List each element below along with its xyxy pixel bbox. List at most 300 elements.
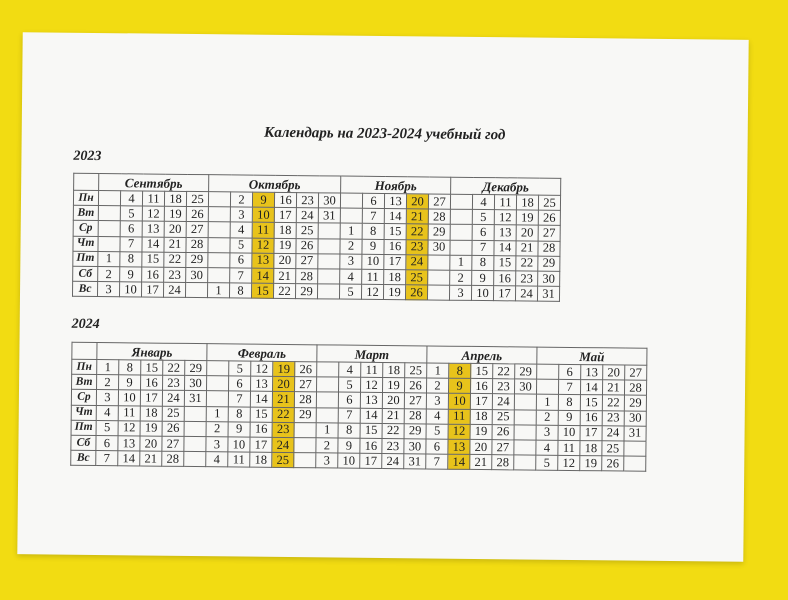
day-cell: 30 — [318, 193, 340, 208]
calendar-sheet — [17, 32, 748, 562]
day-cell: 13 — [252, 253, 274, 268]
weekday-label: Вт — [72, 374, 97, 389]
day-cell — [208, 192, 230, 207]
day-cell: 3 — [536, 425, 558, 440]
day-cell: 17 — [360, 453, 382, 468]
day-cell — [318, 238, 340, 253]
day-cell: 18 — [164, 191, 186, 206]
month-name: Апрель — [427, 346, 537, 364]
day-cell: 27 — [625, 365, 647, 380]
day-cell: 3 — [449, 285, 471, 300]
day-cell — [427, 285, 449, 300]
day-cell: 30 — [514, 379, 536, 394]
day-cell: 9 — [558, 410, 580, 425]
day-cell — [207, 376, 229, 391]
day-cell: 21 — [382, 408, 404, 423]
day-cell — [294, 422, 316, 437]
day-cell: 1 — [98, 251, 120, 266]
day-cell: 16 — [470, 379, 492, 394]
day-cell: 10 — [118, 390, 140, 405]
day-cell: 25 — [538, 195, 560, 210]
day-cell — [184, 406, 206, 421]
weekday-label: Пт — [71, 420, 96, 435]
day-cell: 4 — [96, 405, 118, 420]
day-cell: 17 — [141, 282, 163, 297]
day-cell: 23 — [296, 193, 318, 208]
day-cell: 13 — [251, 376, 273, 391]
day-cell: 2 — [97, 375, 119, 390]
day-cell: 2 — [230, 192, 252, 207]
day-cell: 21 — [516, 240, 538, 255]
day-cell — [98, 221, 120, 236]
day-cell — [514, 409, 536, 424]
day-cell: 8 — [228, 406, 250, 421]
day-cell: 27 — [404, 393, 426, 408]
day-cell — [208, 268, 230, 283]
day-cell: 1 — [427, 363, 449, 378]
day-cell: 8 — [558, 395, 580, 410]
day-cell: 14 — [360, 408, 382, 423]
day-cell: 29 — [294, 407, 316, 422]
day-cell: 1 — [450, 255, 472, 270]
day-cell: 18 — [383, 363, 405, 378]
day-cell — [98, 206, 120, 221]
day-cell: 20 — [406, 194, 428, 209]
day-cell: 5 — [120, 206, 142, 221]
day-cell: 28 — [294, 392, 316, 407]
day-cell: 11 — [142, 191, 164, 206]
weekday-label: Вс — [71, 450, 96, 465]
day-cell: 28 — [162, 451, 184, 466]
weekday-label: Пн — [73, 190, 98, 205]
day-cell: 2 — [98, 266, 120, 281]
day-cell: 12 — [558, 455, 580, 470]
day-cell: 18 — [516, 195, 538, 210]
month-name: Ноябрь — [341, 176, 451, 194]
day-cell — [514, 440, 536, 455]
day-cell: 12 — [142, 206, 164, 221]
day-cell: 7 — [558, 380, 580, 395]
day-cell: 31 — [537, 286, 559, 301]
weekday-label: Вс — [72, 281, 97, 296]
day-cell: 28 — [624, 380, 646, 395]
day-cell: 18 — [274, 223, 296, 238]
day-cell: 9 — [362, 239, 384, 254]
day-cell: 29 — [624, 395, 646, 410]
day-cell: 2 — [206, 421, 228, 436]
day-cell: 12 — [361, 284, 383, 299]
day-cell: 18 — [580, 441, 602, 456]
day-cell: 8 — [362, 224, 384, 239]
day-cell: 16 — [384, 239, 406, 254]
year-label-2024: 2024 — [71, 316, 100, 333]
day-cell: 27 — [295, 377, 317, 392]
day-cell: 26 — [162, 421, 184, 436]
day-cell: 3 — [426, 393, 448, 408]
weekday-label: Чт — [71, 405, 96, 420]
day-cell — [184, 452, 206, 467]
day-cell: 10 — [228, 437, 250, 452]
day-cell: 18 — [140, 406, 162, 421]
day-cell: 11 — [118, 405, 140, 420]
day-cell: 3 — [96, 390, 118, 405]
weekday-label: Чт — [73, 236, 98, 251]
day-cell: 10 — [448, 394, 470, 409]
day-cell: 11 — [362, 269, 384, 284]
day-cell: 13 — [448, 439, 470, 454]
day-cell: 26 — [538, 210, 560, 225]
day-cell: 14 — [580, 380, 602, 395]
weekday-label: Вт — [73, 205, 98, 220]
day-cell: 23 — [492, 379, 514, 394]
day-cell: 13 — [384, 194, 406, 209]
day-cell: 11 — [361, 362, 383, 377]
day-cell: 8 — [472, 255, 494, 270]
day-cell: 13 — [142, 221, 164, 236]
day-cell: 17 — [250, 437, 272, 452]
day-cell: 24 — [515, 286, 537, 301]
day-cell — [294, 438, 316, 453]
day-cell: 16 — [274, 192, 296, 207]
day-cell: 12 — [494, 210, 516, 225]
day-cell: 7 — [362, 208, 384, 223]
day-cell — [208, 222, 230, 237]
day-cell: 5 — [339, 284, 361, 299]
day-cell: 28 — [428, 209, 450, 224]
day-cell — [340, 193, 362, 208]
day-cell — [98, 191, 120, 206]
day-cell: 8 — [119, 360, 141, 375]
day-cell: 25 — [296, 223, 318, 238]
day-cell — [450, 225, 472, 240]
day-cell: 21 — [602, 380, 624, 395]
day-cell — [450, 209, 472, 224]
day-cell: 14 — [252, 268, 274, 283]
day-cell: 5 — [229, 361, 251, 376]
day-cell: 10 — [252, 207, 274, 222]
month-name: Сентябрь — [99, 174, 209, 192]
day-cell: 2 — [340, 239, 362, 254]
day-cell: 9 — [119, 375, 141, 390]
day-cell: 14 — [448, 454, 470, 469]
day-cell — [316, 407, 338, 422]
day-cell: 10 — [471, 286, 493, 301]
day-cell: 23 — [406, 239, 428, 254]
day-cell: 5 — [536, 455, 558, 470]
day-cell: 7 — [228, 391, 250, 406]
day-cell — [514, 455, 536, 470]
day-cell: 15 — [142, 252, 164, 267]
day-cell: 27 — [492, 440, 514, 455]
day-cell: 20 — [164, 222, 186, 237]
day-cell: 27 — [538, 225, 560, 240]
day-cell: 30 — [404, 439, 426, 454]
day-cell: 26 — [404, 378, 426, 393]
day-cell: 7 — [230, 268, 252, 283]
day-cell: 25 — [405, 363, 427, 378]
day-cell: 4 — [120, 191, 142, 206]
day-cell: 31 — [404, 454, 426, 469]
day-cell — [450, 240, 472, 255]
month-name: Февраль — [207, 344, 317, 362]
day-cell: 16 — [360, 438, 382, 453]
day-cell: 13 — [360, 393, 382, 408]
day-cell: 30 — [624, 411, 646, 426]
day-cell: 20 — [273, 377, 295, 392]
day-cell: 24 — [492, 394, 514, 409]
day-cell: 23 — [163, 375, 185, 390]
day-cell: 16 — [250, 422, 272, 437]
day-cell: 11 — [494, 195, 516, 210]
day-cell: 2 — [536, 410, 558, 425]
day-cell: 3 — [316, 453, 338, 468]
weekday-label: Сб — [73, 266, 98, 281]
day-cell: 1 — [206, 406, 228, 421]
day-cell: 24 — [602, 426, 624, 441]
day-cell: 14 — [142, 237, 164, 252]
day-cell: 17 — [384, 254, 406, 269]
day-cell: 26 — [296, 238, 318, 253]
day-cell — [340, 208, 362, 223]
day-cell — [317, 362, 339, 377]
day-cell: 29 — [428, 224, 450, 239]
day-cell: 15 — [141, 360, 163, 375]
day-cell: 6 — [426, 439, 448, 454]
day-cell: 15 — [384, 224, 406, 239]
day-cell: 25 — [272, 452, 294, 467]
day-cell: 21 — [140, 451, 162, 466]
day-cell: 19 — [274, 238, 296, 253]
day-cell: 27 — [162, 436, 184, 451]
day-cell — [184, 421, 206, 436]
day-cell: 3 — [230, 207, 252, 222]
day-cell: 23 — [164, 267, 186, 282]
day-cell: 11 — [228, 452, 250, 467]
day-cell: 2 — [316, 438, 338, 453]
day-cell: 13 — [581, 365, 603, 380]
day-cell: 20 — [274, 253, 296, 268]
day-cell — [318, 254, 340, 269]
month-name: Январь — [97, 343, 207, 361]
day-cell: 22 — [493, 364, 515, 379]
day-cell: 4 — [426, 409, 448, 424]
day-cell: 29 — [185, 360, 207, 375]
weekday-label: Ср — [71, 390, 96, 405]
day-cell: 21 — [470, 455, 492, 470]
day-cell: 23 — [382, 438, 404, 453]
corner-cell — [74, 173, 99, 190]
day-cell: 21 — [164, 237, 186, 252]
day-cell: 16 — [142, 267, 164, 282]
day-cell: 4 — [536, 440, 558, 455]
day-cell: 28 — [492, 455, 514, 470]
day-cell: 24 — [382, 454, 404, 469]
day-cell: 29 — [515, 364, 537, 379]
day-cell: 1 — [316, 423, 338, 438]
day-cell — [624, 456, 646, 471]
calendar-table-2023 — [72, 173, 561, 302]
month-name: Май — [537, 347, 647, 365]
day-cell: 16 — [141, 375, 163, 390]
day-cell: 5 — [426, 424, 448, 439]
day-cell: 22 — [516, 256, 538, 271]
calendar-table-2024 — [70, 342, 647, 472]
month-name: Декабрь — [451, 177, 561, 195]
day-cell: 19 — [273, 361, 295, 376]
day-cell: 7 — [426, 454, 448, 469]
day-cell: 21 — [274, 268, 296, 283]
day-cell — [206, 391, 228, 406]
day-cell: 6 — [230, 253, 252, 268]
day-cell: 5 — [230, 237, 252, 252]
day-cell: 25 — [162, 406, 184, 421]
day-cell: 6 — [472, 225, 494, 240]
day-cell: 9 — [448, 378, 470, 393]
day-cell: 28 — [296, 269, 318, 284]
month-name: Октябрь — [209, 175, 341, 193]
day-cell: 9 — [120, 267, 142, 282]
day-cell: 19 — [383, 285, 405, 300]
day-cell: 11 — [448, 409, 470, 424]
day-cell — [208, 237, 230, 252]
day-cell: 20 — [470, 439, 492, 454]
day-cell: 19 — [382, 378, 404, 393]
day-cell: 19 — [580, 456, 602, 471]
day-cell: 23 — [602, 410, 624, 425]
day-cell: 17 — [580, 425, 602, 440]
day-cell: 21 — [406, 209, 428, 224]
day-cell — [185, 283, 207, 298]
day-cell: 9 — [228, 422, 250, 437]
day-cell — [98, 236, 120, 251]
day-cell: 19 — [470, 424, 492, 439]
day-cell: 14 — [494, 240, 516, 255]
day-cell: 26 — [405, 285, 427, 300]
day-cell: 26 — [295, 362, 317, 377]
day-cell: 28 — [186, 237, 208, 252]
day-cell: 19 — [140, 421, 162, 436]
day-cell: 29 — [538, 256, 560, 271]
day-cell: 20 — [382, 393, 404, 408]
day-cell — [318, 269, 340, 284]
day-cell: 2 — [450, 270, 472, 285]
day-cell: 22 — [163, 360, 185, 375]
day-cell: 30 — [186, 267, 208, 282]
day-cell: 15 — [360, 423, 382, 438]
day-cell: 31 — [184, 391, 206, 406]
day-cell: 26 — [602, 456, 624, 471]
day-cell: 24 — [163, 282, 185, 297]
day-cell — [208, 207, 230, 222]
day-cell: 15 — [494, 255, 516, 270]
day-cell: 22 — [406, 224, 428, 239]
month-name: Март — [317, 345, 427, 363]
day-cell: 17 — [140, 390, 162, 405]
day-cell: 1 — [536, 394, 558, 409]
day-cell — [514, 394, 536, 409]
corner-cell — [72, 342, 97, 359]
day-cell: 31 — [624, 426, 646, 441]
day-cell — [514, 425, 536, 440]
day-cell: 12 — [252, 238, 274, 253]
day-cell: 22 — [164, 252, 186, 267]
day-cell — [207, 361, 229, 376]
day-cell: 9 — [338, 438, 360, 453]
day-cell: 15 — [471, 363, 493, 378]
day-cell: 30 — [185, 376, 207, 391]
day-cell: 29 — [186, 252, 208, 267]
day-cell: 22 — [273, 283, 295, 298]
day-cell: 3 — [97, 282, 119, 297]
day-cell: 12 — [448, 424, 470, 439]
day-cell: 20 — [140, 436, 162, 451]
day-cell: 4 — [472, 194, 494, 209]
day-cell: 28 — [404, 408, 426, 423]
day-cell — [184, 436, 206, 451]
day-cell: 1 — [340, 223, 362, 238]
day-cell: 9 — [472, 270, 494, 285]
day-cell: 6 — [362, 193, 384, 208]
day-cell: 6 — [120, 221, 142, 236]
day-cell — [317, 284, 339, 299]
day-cell: 14 — [384, 209, 406, 224]
weekday-label: Пн — [72, 359, 97, 374]
day-cell: 15 — [250, 407, 272, 422]
day-cell: 9 — [252, 192, 274, 207]
day-cell: 12 — [251, 361, 273, 376]
day-cell — [208, 252, 230, 267]
day-cell: 27 — [186, 222, 208, 237]
day-cell: 17 — [470, 394, 492, 409]
day-cell: 7 — [472, 240, 494, 255]
day-cell: 28 — [538, 241, 560, 256]
day-cell: 30 — [428, 240, 450, 255]
day-cell: 24 — [162, 391, 184, 406]
day-cell: 17 — [493, 286, 515, 301]
day-cell: 24 — [296, 208, 318, 223]
day-cell: 29 — [295, 284, 317, 299]
day-cell: 22 — [272, 407, 294, 422]
day-cell: 13 — [118, 436, 140, 451]
day-cell — [316, 392, 338, 407]
day-cell: 31 — [318, 208, 340, 223]
day-cell — [318, 223, 340, 238]
day-cell: 2 — [426, 378, 448, 393]
day-cell — [316, 377, 338, 392]
year-label-2023: 2023 — [73, 148, 102, 165]
day-cell: 1 — [207, 283, 229, 298]
day-cell: 19 — [516, 210, 538, 225]
day-cell: 4 — [339, 362, 361, 377]
day-cell: 6 — [559, 364, 581, 379]
day-cell: 7 — [338, 408, 360, 423]
day-cell: 1 — [97, 360, 119, 375]
day-cell: 25 — [492, 409, 514, 424]
day-cell: 22 — [382, 423, 404, 438]
day-cell: 10 — [558, 425, 580, 440]
day-cell: 4 — [230, 222, 252, 237]
day-cell: 10 — [362, 254, 384, 269]
day-cell: 8 — [120, 251, 142, 266]
day-cell: 18 — [384, 269, 406, 284]
day-cell: 24 — [406, 254, 428, 269]
day-cell — [428, 255, 450, 270]
day-cell — [294, 453, 316, 468]
day-cell — [537, 364, 559, 379]
day-cell: 14 — [250, 391, 272, 406]
weekday-label: Ср — [73, 221, 98, 236]
day-cell: 26 — [186, 207, 208, 222]
